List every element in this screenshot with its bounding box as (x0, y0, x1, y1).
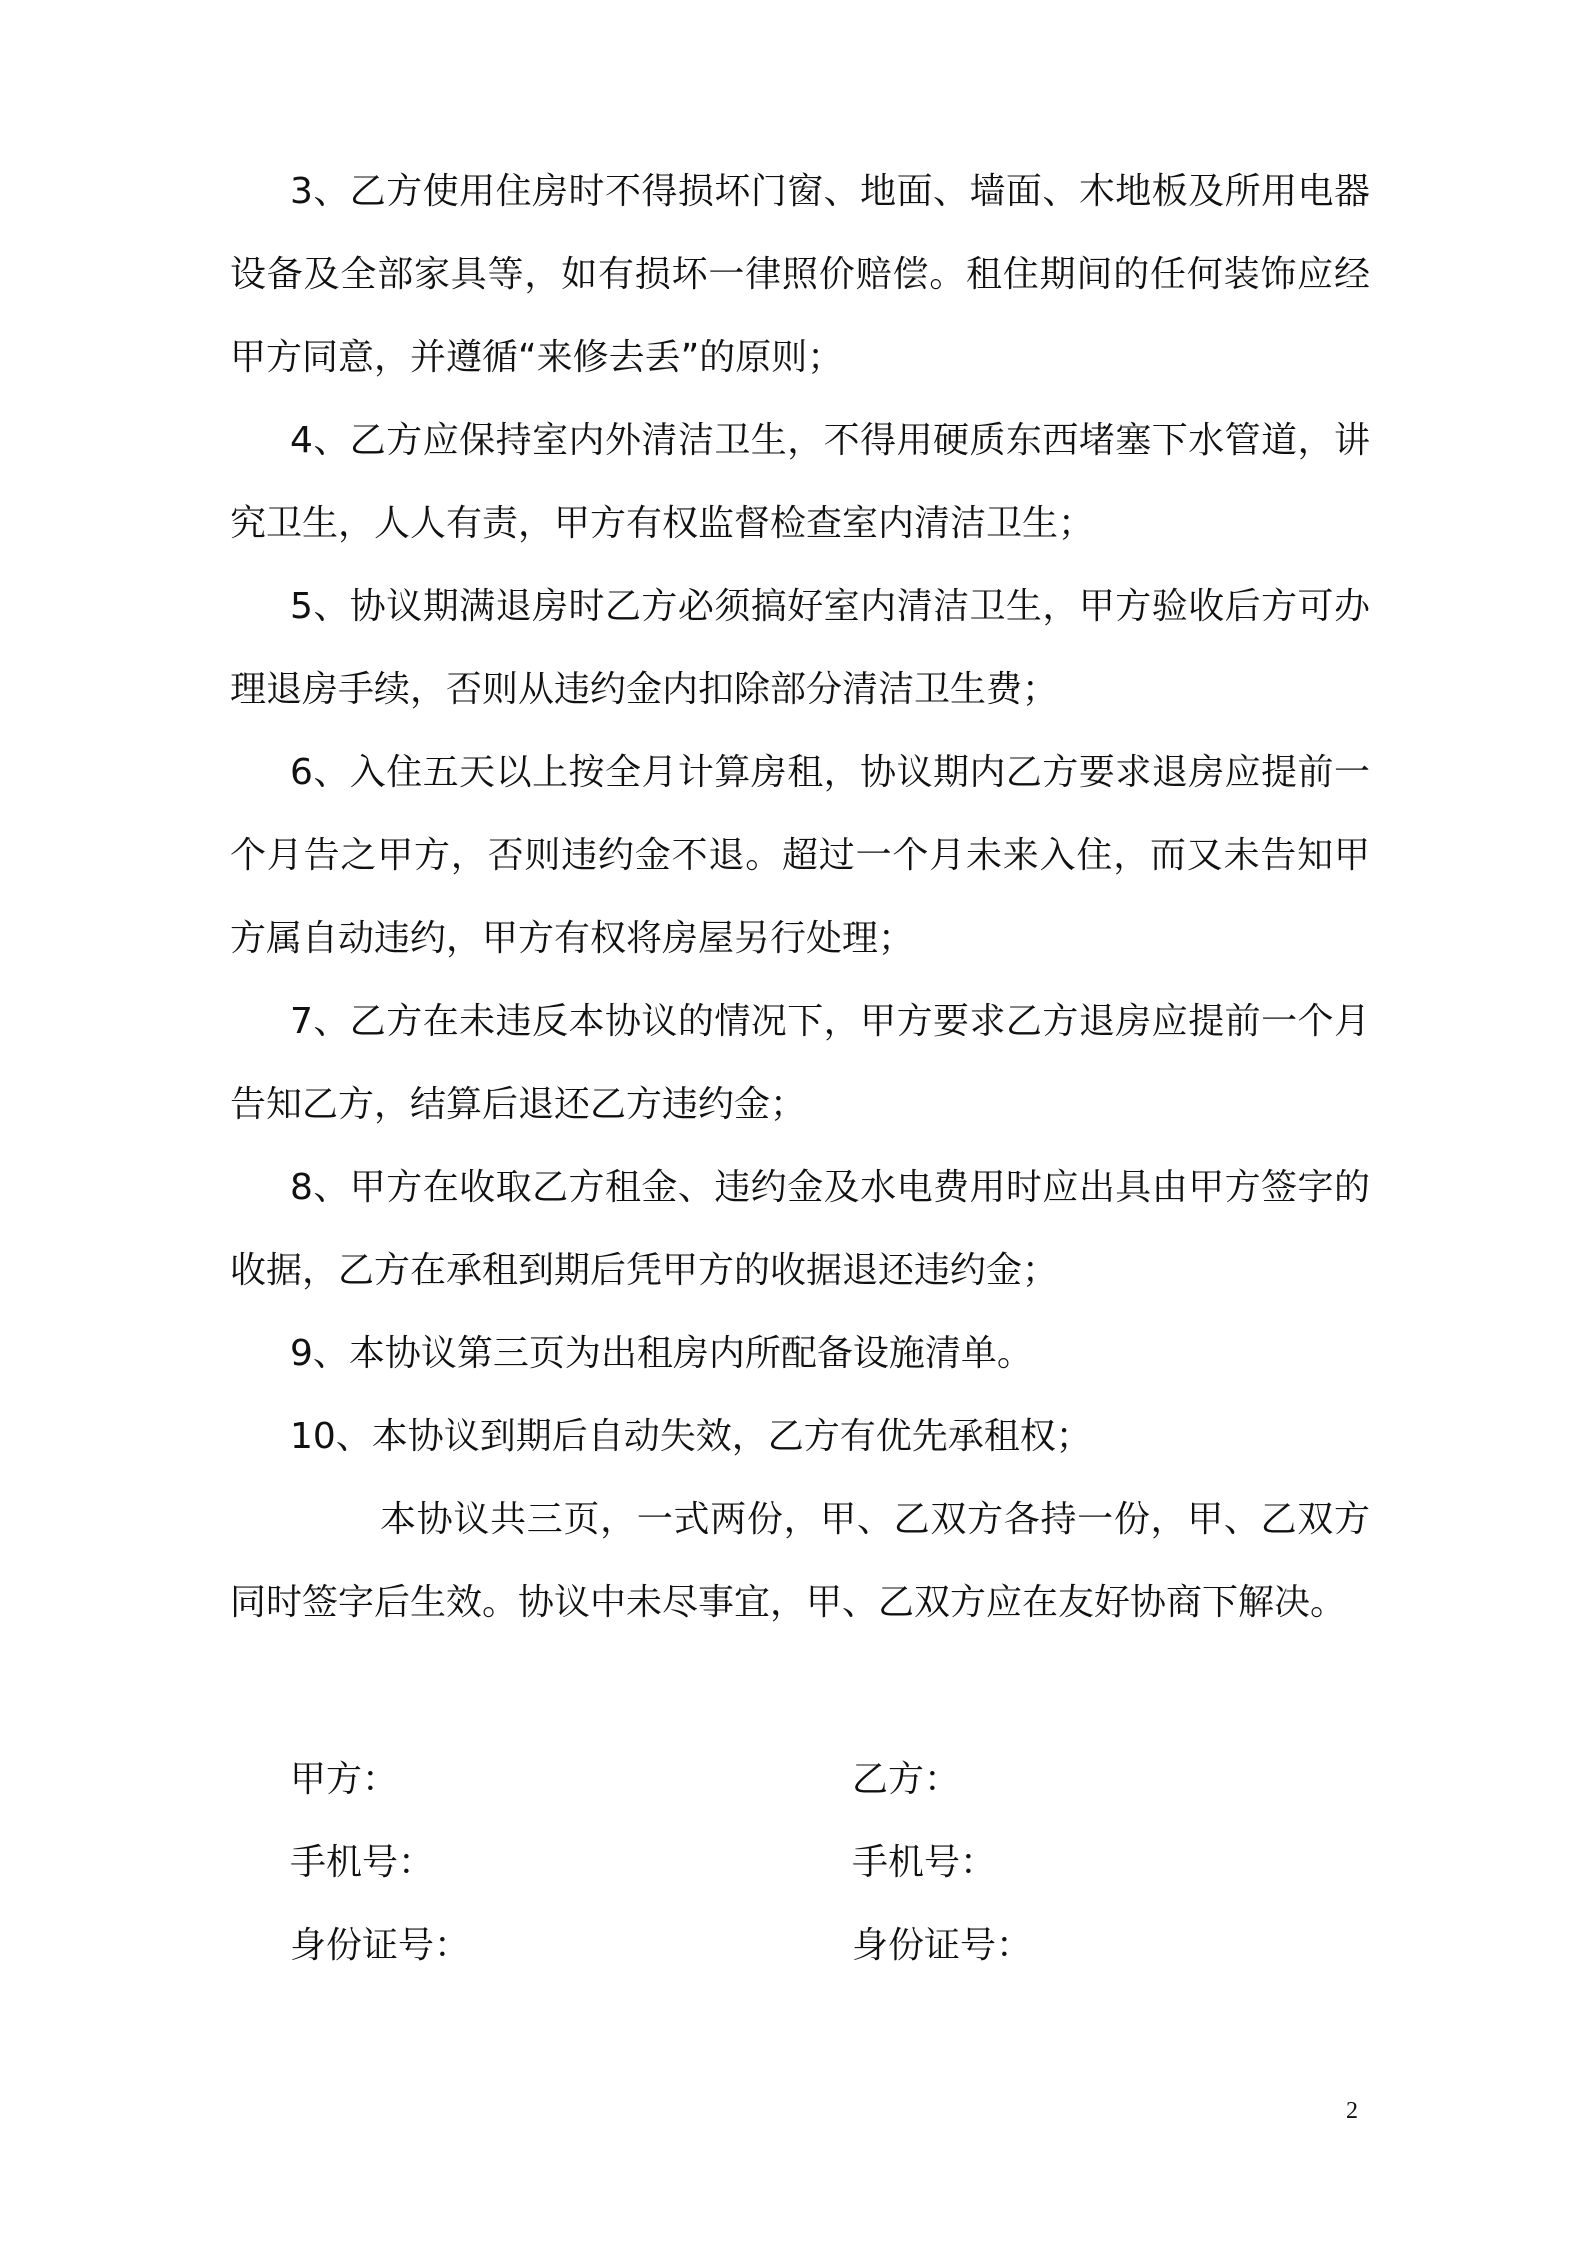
party-a-id-label: 身份证号： (290, 1925, 471, 1966)
party-a-label: 甲方： (290, 1759, 399, 1800)
page-number: 2 (1346, 2098, 1358, 2124)
clause-10: 10、本协议到期后自动失效，乙方有优先承租权； (290, 1416, 1092, 1457)
clause-3: 3、乙方使用住房时不得损坏门窗、地面、墙面、木地板及所用电器设备及全部家具等，如有损坏一律照价赔偿。租住期间的任何装饰应经甲方同意，并遵循“来修去丢”的原则； (230, 171, 1370, 378)
clause-7: 7、乙方在未违反本协议的情况下，甲方要求乙方退房应提前一个月告知乙方，结算后退还乙方违约金； (230, 1001, 1370, 1125)
phone-row (290, 1821, 1370, 1904)
clause-4: 4、乙方应保持室内外清洁卫生，不得用硬质东西堵塞下水管道，讲究卫生，人人有责，甲方有权监督检查室内清洁卫生； (230, 420, 1370, 544)
clause-6: 6、入住五天以上按全月计算房租，协议期内乙方要求退房应提前一个月告之甲方，否则违约金不退。超过一个月未来入住，而又未告知甲方属自动违约，甲方有权将房屋另行处理； (230, 752, 1370, 959)
party-b-label: 乙方： (852, 1759, 961, 1800)
clause-8: 8、甲方在收取乙方租金、违约金及水电费用时应出具由甲方签字的收据，乙方在承租到期后凭甲方的收据退还违约金； (230, 1167, 1370, 1291)
signature-block (290, 1738, 1370, 1987)
clause-9: 9、本协议第三页为出租房内所配备设施清单。 (290, 1333, 1033, 1374)
party-a-phone-label: 手机号： (290, 1842, 435, 1883)
party-row (290, 1738, 1370, 1821)
party-b-id-label: 身份证号： (852, 1925, 1033, 1966)
party-b-phone-label: 手机号： (852, 1842, 997, 1883)
clause-5: 5、协议期满退房时乙方必须搞好室内清洁卫生，甲方验收后方可办理退房手续，否则从违约金内扣除部分清洁卫生费； (230, 586, 1370, 710)
id-row (290, 1904, 1370, 1987)
agreement-body (230, 150, 1370, 1644)
closing-statement: 本协议共三页，一式两份，甲、乙双方各持一份，甲、乙双方同时签字后生效。协议中未尽事宜，甲、乙双方应在友好协商下解决。 (230, 1499, 1370, 1623)
